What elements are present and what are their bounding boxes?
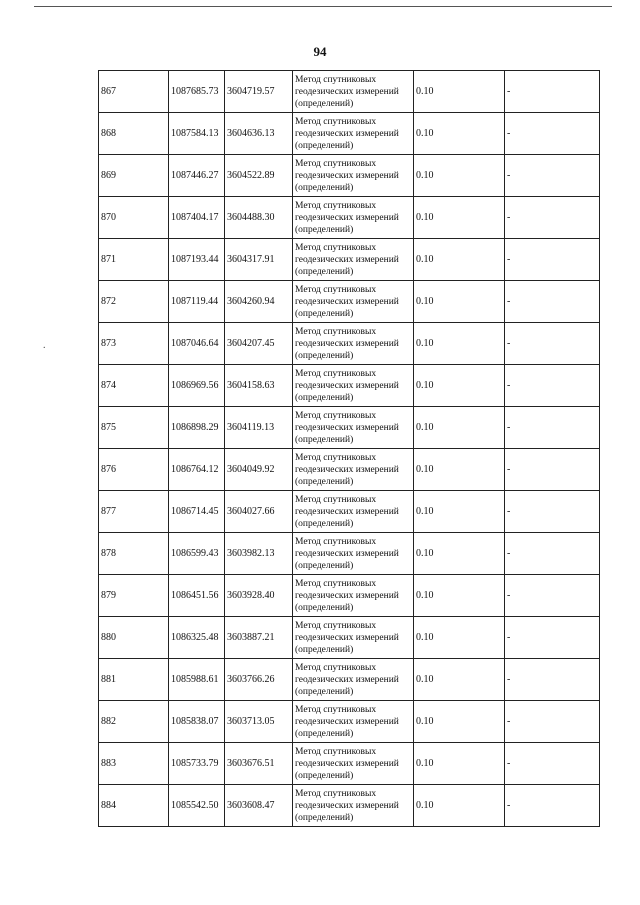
method-cell: Метод спутниковых геодезических измерений (определений)	[293, 155, 414, 197]
table-body	[99, 71, 600, 827]
y-coordinate-cell: 3604027.66	[225, 491, 293, 533]
method-cell: Метод спутниковых геодезических измерений (определений)	[293, 533, 414, 575]
y-coordinate-cell: 3604158.63	[225, 365, 293, 407]
note-cell: -	[505, 449, 600, 491]
top-rule	[34, 6, 612, 7]
page-number: 94	[313, 44, 327, 59]
y-coordinate-cell: 3604719.57	[225, 71, 293, 113]
x-coordinate-cell: 1087446.27	[169, 155, 225, 197]
point-number-cell: 879	[99, 575, 169, 617]
note-cell: -	[505, 701, 600, 743]
y-coordinate-cell: 3603928.40	[225, 575, 293, 617]
y-coordinate-cell: 3604049.92	[225, 449, 293, 491]
y-coordinate-cell: 3604522.89	[225, 155, 293, 197]
table-row	[99, 743, 600, 785]
x-coordinate-cell: 1085542.50	[169, 785, 225, 827]
x-coordinate-cell: 1087119.44	[169, 281, 225, 323]
x-coordinate-cell: 1086969.56	[169, 365, 225, 407]
point-number-cell: 882	[99, 701, 169, 743]
margin-mark: .	[43, 340, 46, 351]
table-row	[99, 449, 600, 491]
point-number-cell: 877	[99, 491, 169, 533]
method-cell: Метод спутниковых геодезических измерений (определений)	[293, 701, 414, 743]
x-coordinate-cell: 1087193.44	[169, 239, 225, 281]
method-cell: Метод спутниковых геодезических измерений (определений)	[293, 323, 414, 365]
method-cell: Метод спутниковых геодезических измерений (определений)	[293, 365, 414, 407]
accuracy-cell: 0.10	[414, 407, 505, 449]
point-number-cell: 875	[99, 407, 169, 449]
note-cell: -	[505, 659, 600, 701]
method-cell: Метод спутниковых геодезических измерений (определений)	[293, 197, 414, 239]
point-number-cell: 880	[99, 617, 169, 659]
point-number-cell: 883	[99, 743, 169, 785]
note-cell: -	[505, 323, 600, 365]
y-coordinate-cell: 3604636.13	[225, 113, 293, 155]
note-cell: -	[505, 155, 600, 197]
table-row	[99, 197, 600, 239]
accuracy-cell: 0.10	[414, 113, 505, 155]
y-coordinate-cell: 3604207.45	[225, 323, 293, 365]
accuracy-cell: 0.10	[414, 575, 505, 617]
x-coordinate-cell: 1086451.56	[169, 575, 225, 617]
accuracy-cell: 0.10	[414, 281, 505, 323]
table-row	[99, 239, 600, 281]
y-coordinate-cell: 3603608.47	[225, 785, 293, 827]
y-coordinate-cell: 3603766.26	[225, 659, 293, 701]
y-coordinate-cell: 3603887.21	[225, 617, 293, 659]
method-cell: Метод спутниковых геодезических измерений (определений)	[293, 113, 414, 155]
accuracy-cell: 0.10	[414, 617, 505, 659]
note-cell: -	[505, 197, 600, 239]
accuracy-cell: 0.10	[414, 323, 505, 365]
accuracy-cell: 0.10	[414, 491, 505, 533]
x-coordinate-cell: 1086898.29	[169, 407, 225, 449]
table-row	[99, 323, 600, 365]
x-coordinate-cell: 1085838.07	[169, 701, 225, 743]
note-cell: -	[505, 533, 600, 575]
x-coordinate-cell: 1085988.61	[169, 659, 225, 701]
accuracy-cell: 0.10	[414, 701, 505, 743]
accuracy-cell: 0.10	[414, 155, 505, 197]
y-coordinate-cell: 3604260.94	[225, 281, 293, 323]
method-cell: Метод спутниковых геодезических измерений (определений)	[293, 659, 414, 701]
method-cell: Метод спутниковых геодезических измерений (определений)	[293, 281, 414, 323]
table-row	[99, 533, 600, 575]
table-row	[99, 575, 600, 617]
point-number-cell: 876	[99, 449, 169, 491]
method-cell: Метод спутниковых геодезических измерений (определений)	[293, 239, 414, 281]
method-cell: Метод спутниковых геодезических измерений (определений)	[293, 449, 414, 491]
coordinates-table	[98, 70, 600, 827]
method-cell: Метод спутниковых геодезических измерений (определений)	[293, 785, 414, 827]
table-row	[99, 71, 600, 113]
note-cell: -	[505, 491, 600, 533]
y-coordinate-cell: 3603676.51	[225, 743, 293, 785]
table-row	[99, 281, 600, 323]
accuracy-cell: 0.10	[414, 533, 505, 575]
y-coordinate-cell: 3603713.05	[225, 701, 293, 743]
x-coordinate-cell: 1086714.45	[169, 491, 225, 533]
x-coordinate-cell: 1087404.17	[169, 197, 225, 239]
point-number-cell: 884	[99, 785, 169, 827]
method-cell: Метод спутниковых геодезических измерений (определений)	[293, 743, 414, 785]
x-coordinate-cell: 1087046.64	[169, 323, 225, 365]
note-cell: -	[505, 281, 600, 323]
method-cell: Метод спутниковых геодезических измерений (определений)	[293, 71, 414, 113]
note-cell: -	[505, 617, 600, 659]
point-number-cell: 878	[99, 533, 169, 575]
point-number-cell: 881	[99, 659, 169, 701]
x-coordinate-cell: 1086764.12	[169, 449, 225, 491]
point-number-cell: 868	[99, 113, 169, 155]
y-coordinate-cell: 3604488.30	[225, 197, 293, 239]
y-coordinate-cell: 3604317.91	[225, 239, 293, 281]
table-row	[99, 617, 600, 659]
accuracy-cell: 0.10	[414, 239, 505, 281]
point-number-cell: 874	[99, 365, 169, 407]
point-number-cell: 869	[99, 155, 169, 197]
table-row	[99, 659, 600, 701]
x-coordinate-cell: 1086599.43	[169, 533, 225, 575]
table-row	[99, 155, 600, 197]
accuracy-cell: 0.10	[414, 449, 505, 491]
y-coordinate-cell: 3604119.13	[225, 407, 293, 449]
accuracy-cell: 0.10	[414, 785, 505, 827]
note-cell: -	[505, 239, 600, 281]
table-row	[99, 785, 600, 827]
accuracy-cell: 0.10	[414, 71, 505, 113]
table-row	[99, 701, 600, 743]
x-coordinate-cell: 1087584.13	[169, 113, 225, 155]
accuracy-cell: 0.10	[414, 659, 505, 701]
x-coordinate-cell: 1087685.73	[169, 71, 225, 113]
note-cell: -	[505, 365, 600, 407]
table-row	[99, 365, 600, 407]
method-cell: Метод спутниковых геодезических измерений (определений)	[293, 575, 414, 617]
note-cell: -	[505, 743, 600, 785]
point-number-cell: 873	[99, 323, 169, 365]
method-cell: Метод спутниковых геодезических измерений (определений)	[293, 407, 414, 449]
accuracy-cell: 0.10	[414, 743, 505, 785]
table-row	[99, 407, 600, 449]
point-number-cell: 872	[99, 281, 169, 323]
method-cell: Метод спутниковых геодезических измерений (определений)	[293, 617, 414, 659]
table-row	[99, 113, 600, 155]
note-cell: -	[505, 113, 600, 155]
table-row	[99, 491, 600, 533]
note-cell: -	[505, 575, 600, 617]
note-cell: -	[505, 785, 600, 827]
point-number-cell: 871	[99, 239, 169, 281]
method-cell: Метод спутниковых геодезических измерений (определений)	[293, 491, 414, 533]
y-coordinate-cell: 3603982.13	[225, 533, 293, 575]
point-number-cell: 870	[99, 197, 169, 239]
point-number-cell: 867	[99, 71, 169, 113]
note-cell: -	[505, 407, 600, 449]
x-coordinate-cell: 1086325.48	[169, 617, 225, 659]
x-coordinate-cell: 1085733.79	[169, 743, 225, 785]
note-cell: -	[505, 71, 600, 113]
accuracy-cell: 0.10	[414, 197, 505, 239]
accuracy-cell: 0.10	[414, 365, 505, 407]
